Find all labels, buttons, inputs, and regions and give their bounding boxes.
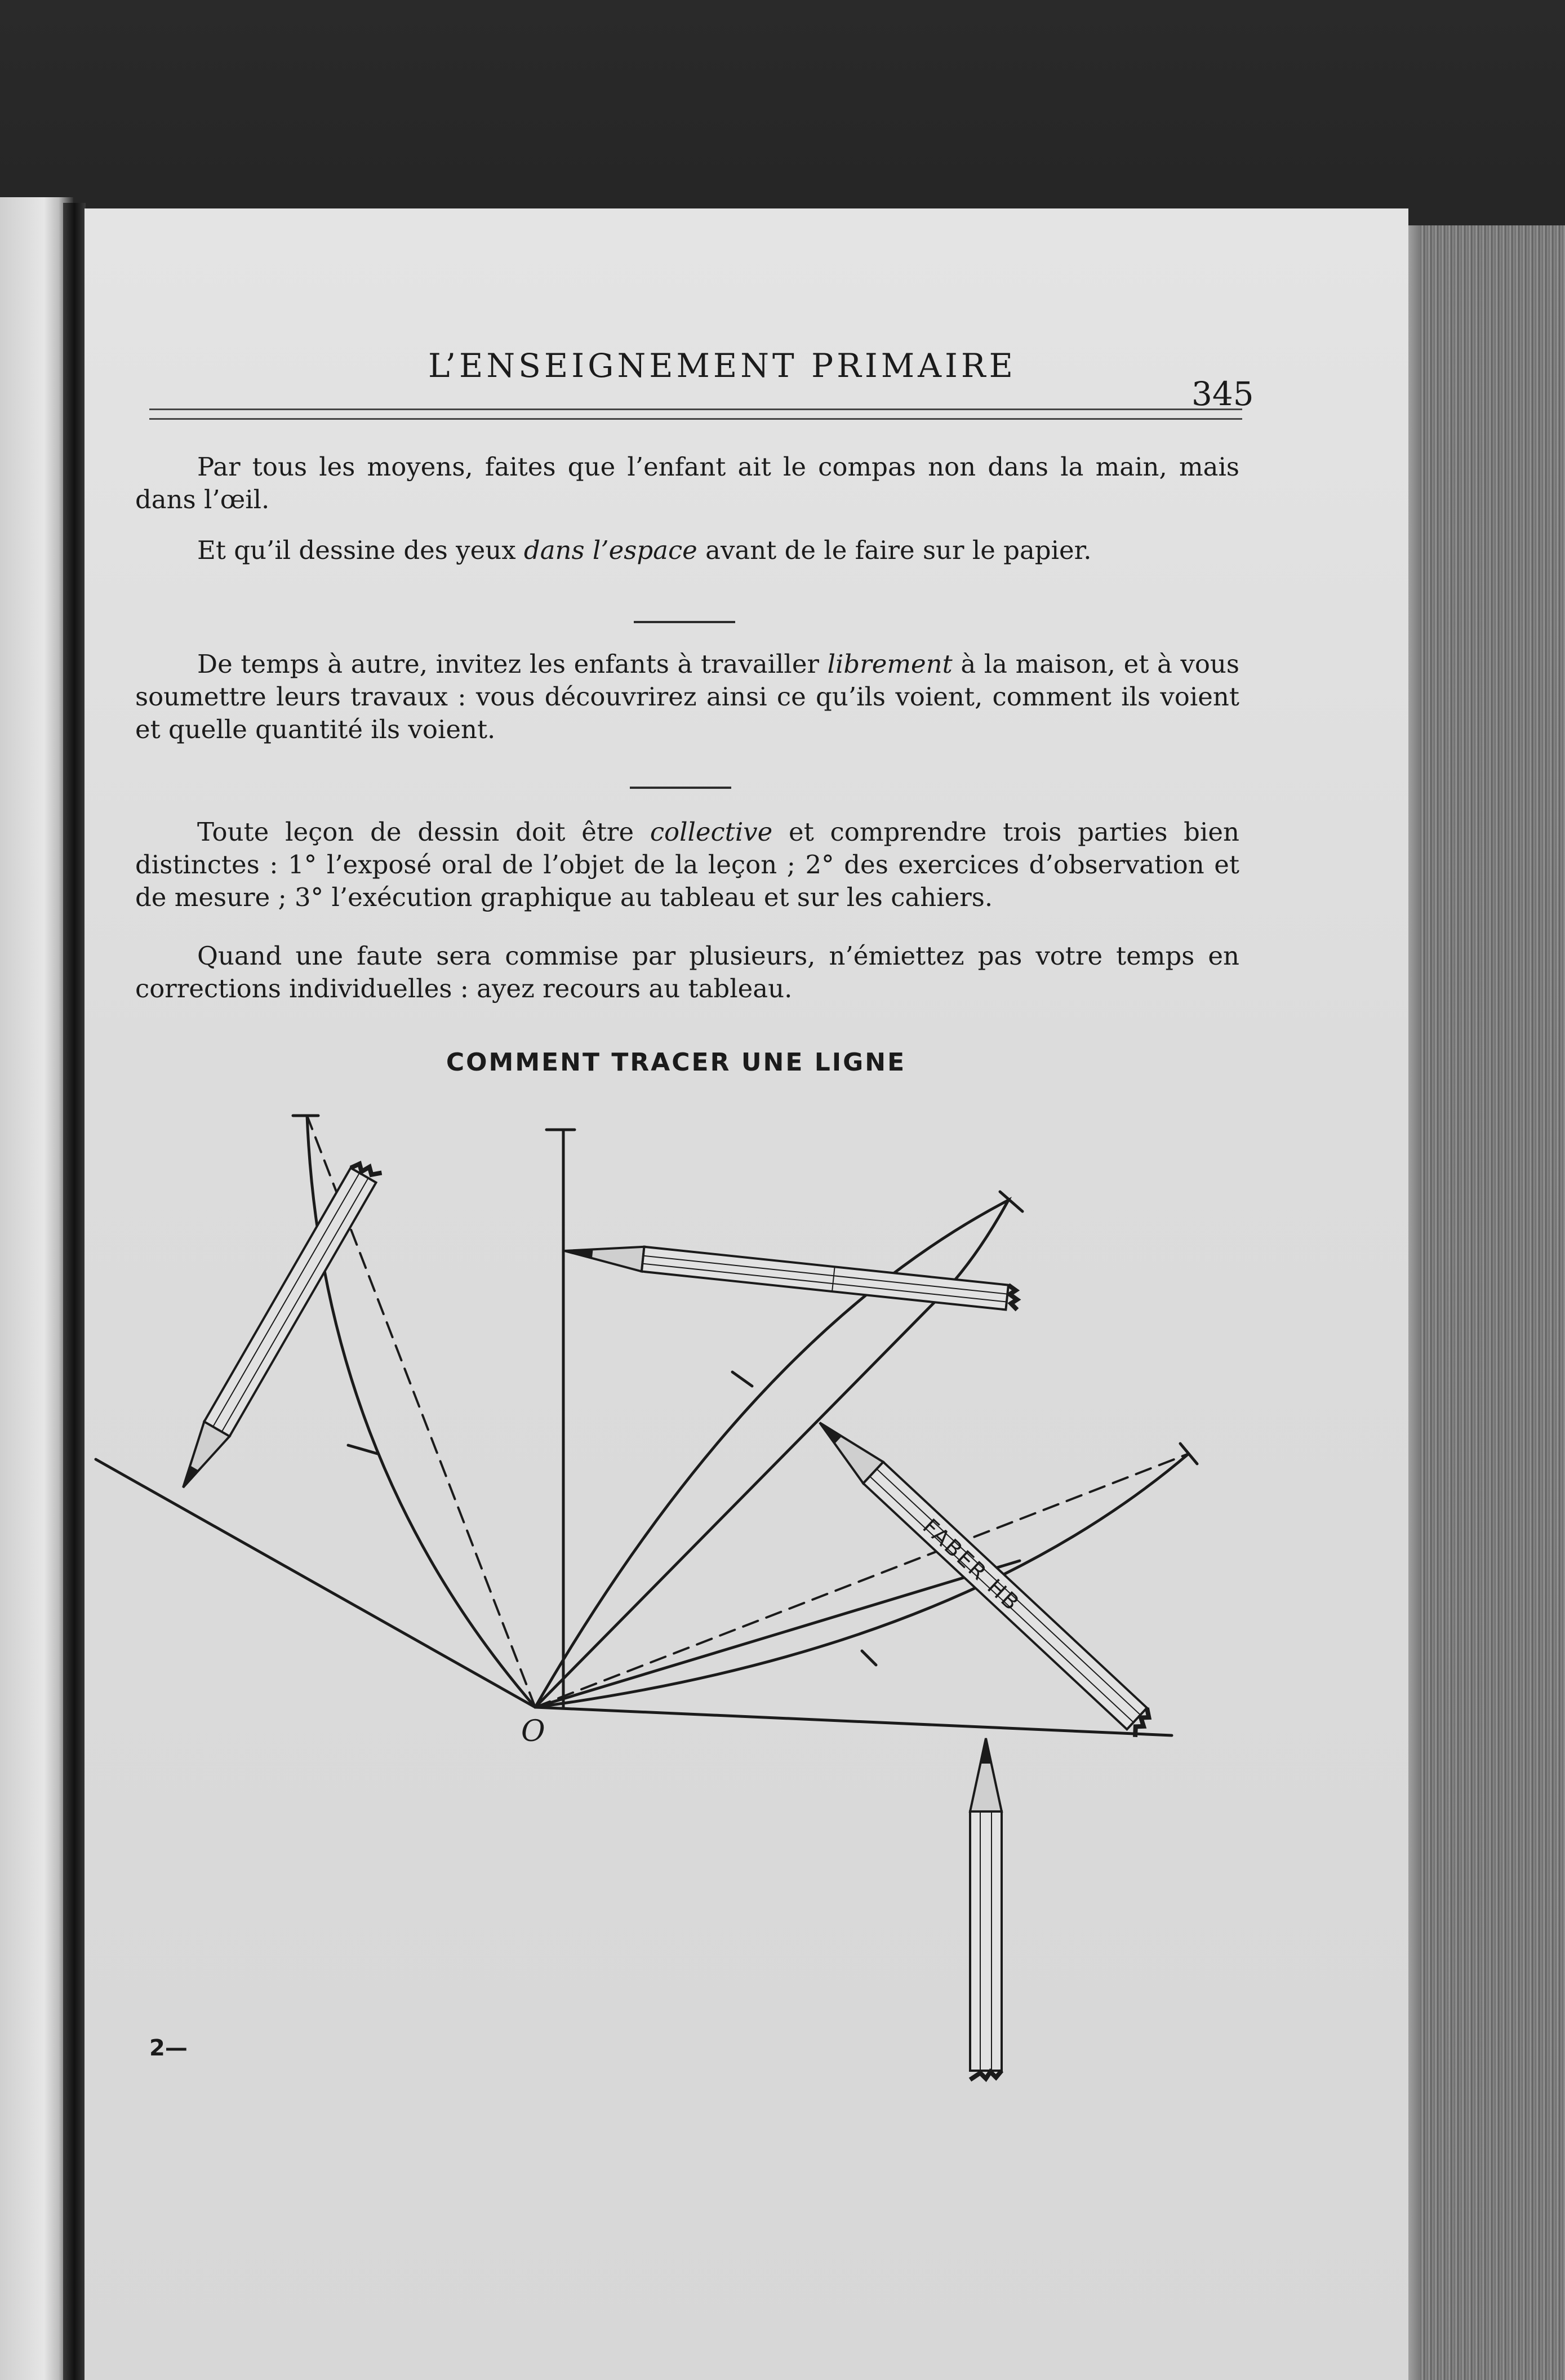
origin-label: O	[521, 1715, 545, 1748]
ground-line-left	[96, 1459, 535, 1707]
paragraph-text: et comprendre trois parties bien distinctes : 1° l’exposé oral de l’objet de la leçon ; 2° des exercices d’observation et de mesure ; 3° l’exécution graphique au tableau et sur les cahiers.	[135, 817, 1239, 912]
header-double-rule	[149, 408, 1242, 420]
line-drawing-svg	[85, 1099, 1408, 2085]
paragraph-text: à la maison, et à vous soumettre leurs travaux : vous découvrirez ainsi ce qu’ils voient, comment ils voient et quelle quantité ils voient.	[135, 649, 1239, 744]
running-title: L’ENSEIGNEMENT PRIMAIRE	[428, 347, 1016, 385]
paragraph-space	[135, 534, 1239, 567]
paragraph-lesson-parts	[135, 816, 1239, 914]
emphasis-text: collective	[650, 817, 773, 847]
book-gutter	[63, 203, 86, 2380]
figure-title: COMMENT TRACER UNE LIGNE	[446, 1048, 906, 1077]
pencil-top	[563, 1238, 1020, 1311]
pencil-bottom	[970, 1738, 1002, 2080]
pencil-brand-label: FABER HB	[918, 1513, 1026, 1617]
paragraph-text: Et qu’il dessine des yeux	[197, 535, 524, 565]
line-drawing-figure	[85, 1099, 1408, 2085]
section-separator	[634, 621, 735, 623]
paragraph-text: avant de le faire sur le papier.	[697, 535, 1092, 565]
arc-mid-tick	[732, 1372, 752, 1386]
ground-line-right	[535, 1707, 1172, 1735]
section-separator	[630, 787, 731, 789]
arc-end-tick	[1180, 1444, 1197, 1464]
left-page-edge	[0, 197, 73, 2380]
paragraph-homework	[135, 648, 1239, 746]
page-number: 345	[1191, 375, 1254, 413]
pencil-faber	[810, 1412, 1155, 1737]
emphasis-text: dans l’espace	[523, 535, 697, 565]
arc-mid-tick	[348, 1445, 377, 1454]
emphasis-text: librement	[827, 649, 953, 679]
page-fore-edge	[1397, 225, 1565, 2380]
paragraph-text: Toute leçon de dessin doit être	[197, 817, 650, 847]
printer-signature-mark: 2—	[149, 2035, 188, 2061]
paragraph-text: De temps à autre, invitez les enfants à travailler	[197, 649, 828, 679]
arc-mid-tick	[862, 1651, 876, 1665]
paragraph-compass: Par tous les moyens, faites que l’enfant ait le compas non dans la main, mais dans l’œil.	[135, 452, 1239, 514]
paragraph-corrections: Quand une faute sera commise par plusieurs, n’émiettez pas votre temps en corrections individuelles : ayez recours au tableau.	[135, 941, 1239, 1003]
